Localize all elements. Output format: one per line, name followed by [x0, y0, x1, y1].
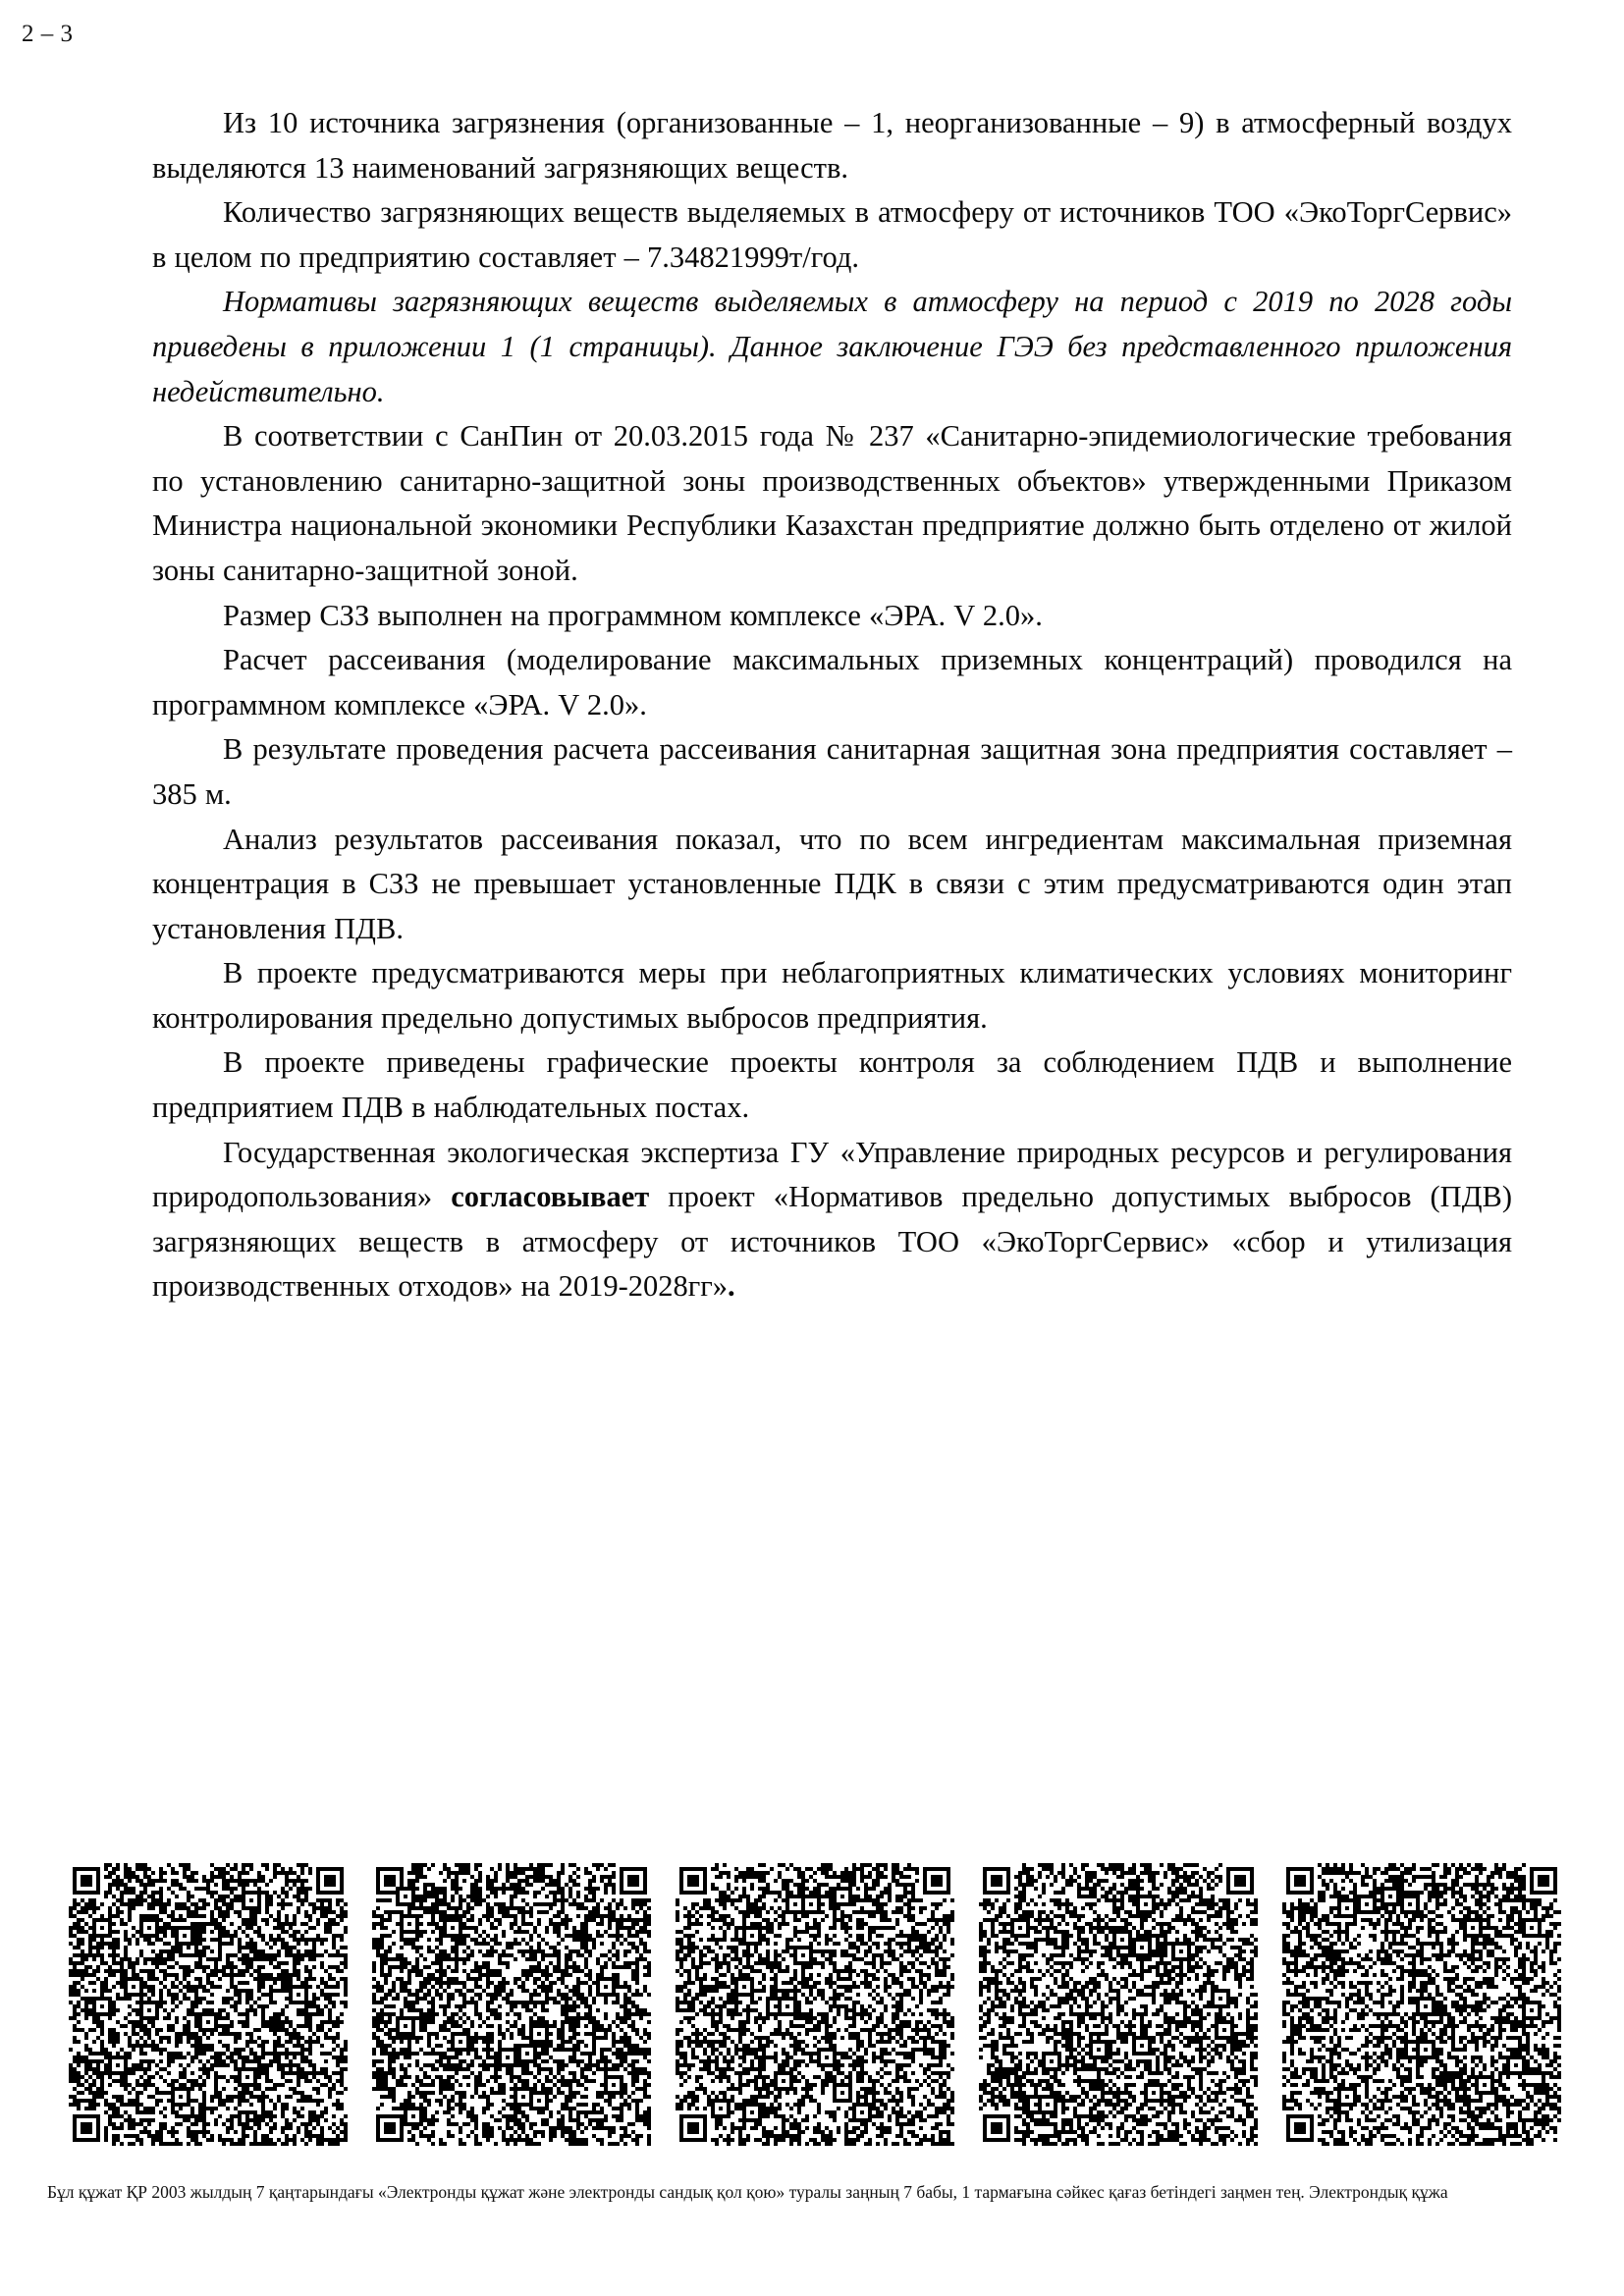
qr-code-5: [1282, 1863, 1561, 2146]
paragraph-total-emissions: Количество загрязняющих веществ выделяемых в атмосферу от источников ТОО «ЭкоТоргСервис» в целом по предприятию составляет – 7.34821999т/год.: [152, 195, 1512, 274]
qr-code-4: [979, 1863, 1258, 2146]
paragraph-dispersion-calc: Расчет рассеивания (моделирование максимальных приземных концентраций) проводился на программном комплексе «ЭРА. V 2.0».: [152, 643, 1512, 721]
paragraph-appendix-note: Нормативы загрязняющих веществ выделяемых в атмосферу на период с 2019 по 2028 годы приведены в приложении 1 (1 страницы). Данное заключение ГЭЭ без представленного приложения недействительно.: [152, 285, 1512, 408]
document-body: [152, 101, 1512, 1309]
paragraph-weather-measures: В проекте предусматриваются меры при неблагоприятных климатических условиях мониторинг контролирования предельно допустимых выбросов предприятия.: [152, 956, 1512, 1035]
approval-text-before: Государственная экологическая экспертиза ГУ «Управление природных ресурсов и регулирования природопользования»: [152, 1135, 1512, 1214]
page-number: 2 – 3: [22, 21, 74, 47]
paragraph-final-approval: [152, 1131, 1512, 1309]
approval-text-after: проект «Нормативов предельно допустимых выбросов (ПДВ) загрязняющих веществ в атмосферу от источников ТОО «ЭкоТоргСервис» «сбор и утилизация производственных отходов» на 2019-2028гг»: [152, 1180, 1512, 1304]
paragraph-control-graphics: В проекте приведены графические проекты контроля за соблюдением ПДВ и выполнение предприятием ПДВ в наблюдательных постах.: [152, 1045, 1512, 1125]
paragraph-szz-result: В результате проведения расчета рассеивания санитарная защитная зона предприятия составляет – 385 м.: [152, 732, 1512, 811]
paragraph-pdk-analysis: Анализ результатов рассеивания показал, что по всем ингредиентам максимальная приземная концентрация в СЗЗ не превышает установленные ПДК в связи с этим предусматриваются один этап установления ПДВ.: [152, 822, 1512, 945]
paragraph-szz-software: Размер СЗЗ выполнен на программном комплексе «ЭРА. V 2.0».: [223, 598, 1043, 632]
approval-verb: согласовывает: [451, 1180, 650, 1214]
qr-code-2: [372, 1863, 651, 2146]
footer-legal-notice: Бұл құжат ҚР 2003 жылдың 7 қаңтарындағы «Электронды құжат және электронды сандық қол қою» туралы заңның 7 бабы, 1 тармағына сәйкес қағаз бетіндегі заңмен тең. Электрондық құжа: [47, 2182, 1448, 2202]
paragraph-sources-count: Из 10 источника загрязнения (организованные – 1, неорганизованные – 9) в атмосферный воздух выделяются 13 наименований загрязняющих веществ.: [152, 106, 1512, 185]
approval-final-period: .: [728, 1269, 735, 1304]
paragraph-sanpin-requirements: В соответствии с СанПин от 20.03.2015 года № 237 «Санитарно-эпидемиологические требования по установлению санитарно-защитной зоны производственных объектов» утвержденными Приказом Министра национальной экономики Республики Казахстан предприятие должно быть отделено от жилой зоны санитарно-защитной зоной.: [152, 419, 1512, 587]
qr-code-3: [676, 1863, 954, 2146]
qr-code-1: [69, 1863, 348, 2146]
qr-code-strip: [69, 1863, 1561, 2146]
